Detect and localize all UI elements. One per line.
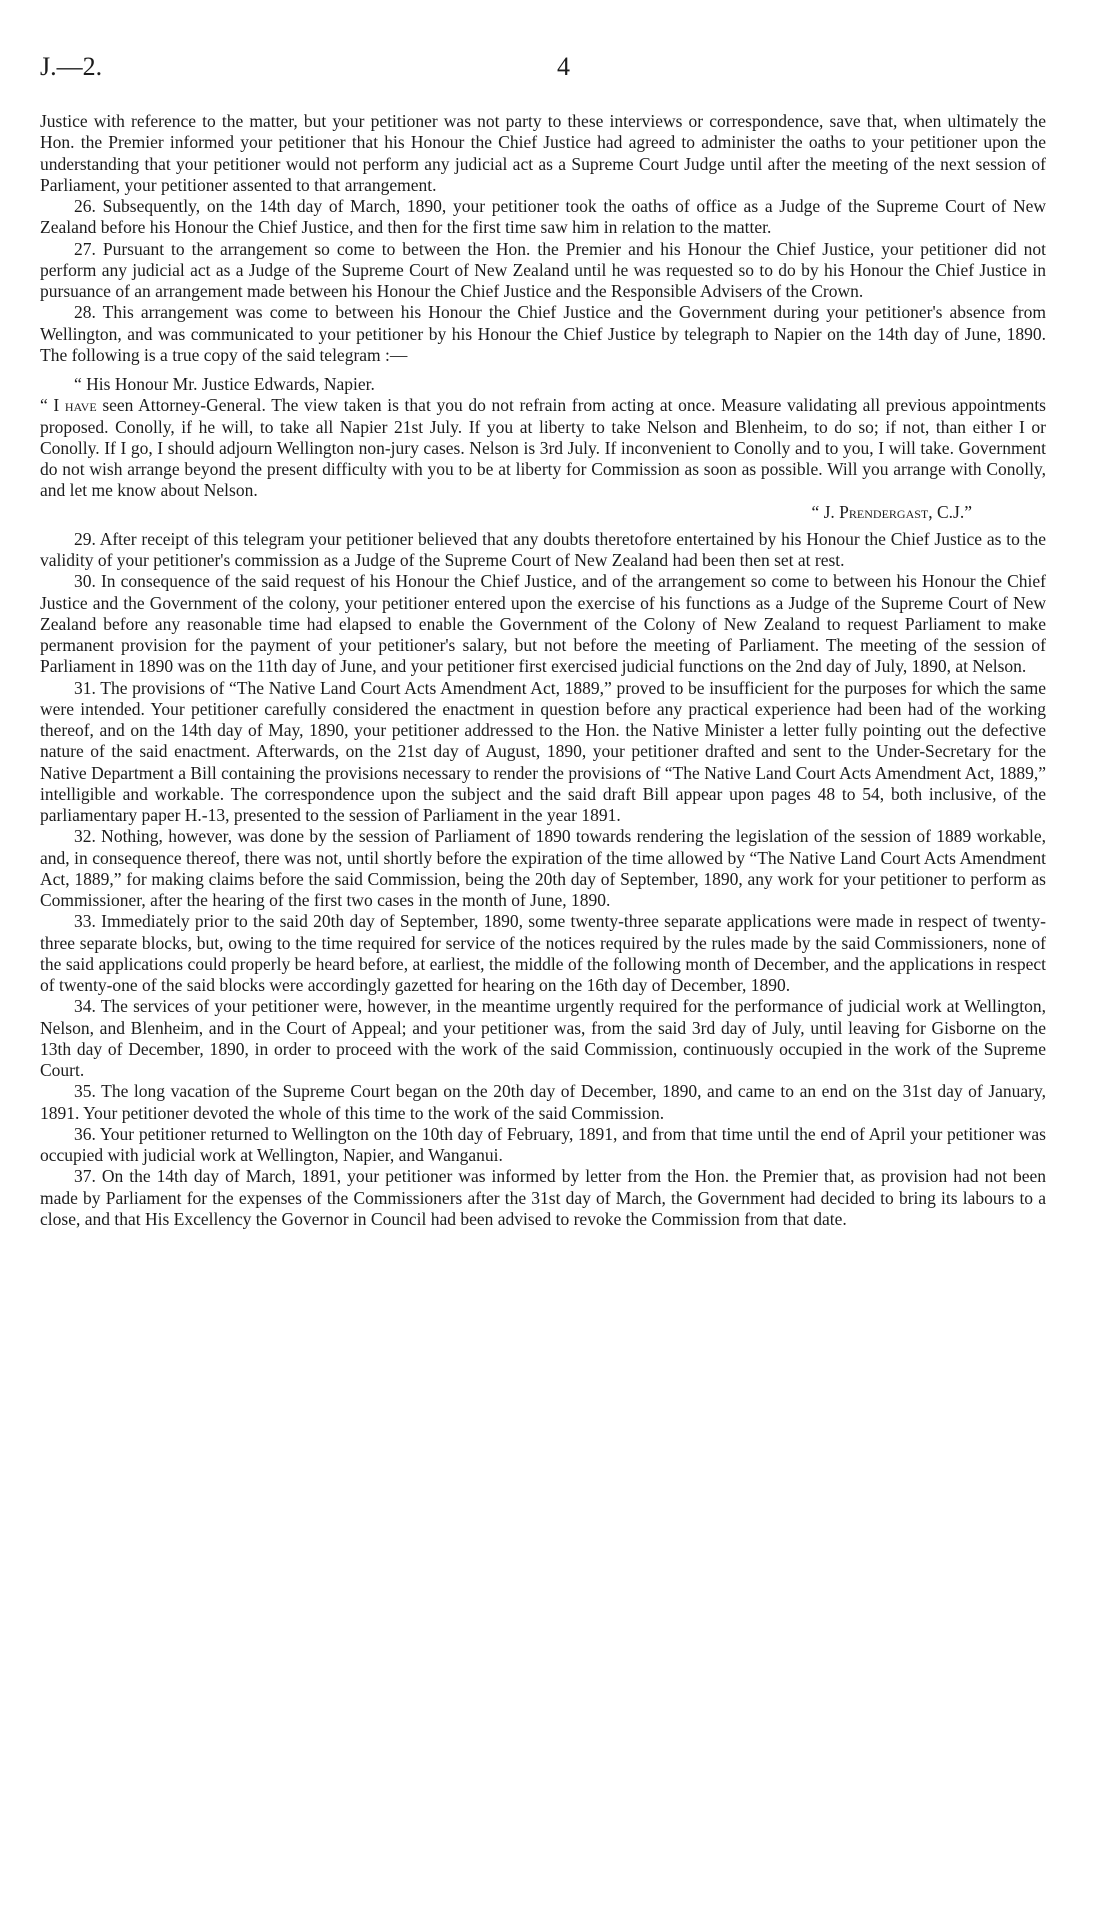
paragraph-31: 31. The provisions of “The Native Land Court Acts Amendment Act, 1889,” proved to be insufficient for the purposes for which the same were intended. Your petitioner carefully considered the enactment in question before any practical experience had been had of the working thereof, and on the 14th day of May, 1890, your petitioner addressed to the Hon. the Native Minister a letter fully pointing out the defective nature of the said enactment. Afterwards, on the 21st day of August, 1890, your petitioner drafted and sent to the Under-Secretary for the Native Department a Bill containing the provisions necessary to render the provisions of “The Native Land Court Acts Amendment Act, 1889,” intelligible and workable. The correspondence upon the subject and the said draft Bill appear upon pages 48 to 54, both inclusive, of the parliamentary paper H.-13, presented to the session of Parliament in the year 1891. (40, 677, 1046, 825)
telegram-quote (40, 374, 1046, 523)
telegram-address: “ His Honour Mr. Justice Edwards, Napier. (74, 374, 375, 394)
document-reference: J.—2. (40, 52, 103, 81)
paragraph-35: 35. The long vacation of the Supreme Court began on the 20th day of December, 1890, and came to an end on the 31st day of January, 1891. Your petitioner devoted the whole of this time to the work of the said Commission. (40, 1081, 1046, 1123)
document-body (40, 111, 1046, 1230)
telegram-body: seen Attorney-General. The view taken is that you do not refrain from acting at once. Measure validating all previous appointments proposed. Conolly, if he will, to take all Napier 21st July. If you at liberty to take Nelson and Blenheim, to do so; if not, than either I or Conolly. If I go, I should adjourn Wellington non-jury cases. Nelson is 3rd July. If inconvenient to Conolly and to you, I will take. Government do not wish arrange beyond the present difficulty with you to be at liberty for Commission as soon as possible. Will you arrange with Conolly, and let me know about Nelson. (40, 395, 1046, 501)
page-number: 4 (557, 52, 570, 81)
paragraph-32: 32. Nothing, however, was done by the session of Parliament of 1890 towards rendering the legislation of the session of 1889 workable, and, in consequence thereof, there was not, until shortly before the expiration of the time allowed by “The Native Land Court Acts Amendment Act, 1889,” for making claims before the said Commission, being the 20th day of September, 1890, any work for your petitioner to perform as Commissioner, after the hearing of the first two cases in the month of June, 1890. (40, 826, 1046, 910)
telegram-text (40, 395, 1046, 523)
paragraph-29: 29. After receipt of this telegram your petitioner believed that any doubts theretofore entertained by his Honour the Chief Justice as to the validity of your petitioner's commission as a Judge of the Supreme Court of New Zealand had been then set at rest. (40, 528, 1046, 570)
telegram-have: have (64, 395, 97, 416)
paragraph-26: 26. Subsequently, on the 14th day of March, 1890, your petitioner took the oaths of office as a Judge of the Supreme Court of New Zealand before his Honour the Chief Justice, and then for the first time saw him in relation to the matter. (40, 196, 1046, 238)
telegram-open-quote: “ I (40, 395, 65, 416)
paragraph-33: 33. Immediately prior to the said 20th day of September, 1890, some twenty-three separate applications were made in respect of twenty-three separate blocks, but, owing to the time required for service of the notices required by the rules made by the said Commissioners, none of the said applications could properly be heard before, at earliest, the middle of the following month of December, and the applications in respect of twenty-one of the said blocks were accordingly gazetted for hearing on the 16th day of December, 1890. (40, 911, 1046, 995)
paragraph-30: 30. In consequence of the said request of his Honour the Chief Justice, and of the arrangement so come to between his Honour the Chief Justice and the Government of the colony, your petitioner entered upon the exercise of his functions as a Judge of the Supreme Court of New Zealand before any reasonable time had elapsed to enable the Government of the Colony of New Zealand to request Parliament to make permanent provision for the payment of your petitioner's salary, but not before the meeting of Parliament. The meeting of the session of Parliament in 1890 was on the 11th day of June, and your petitioner first exercised judicial functions on the 2nd day of July, 1890, at Nelson. (40, 571, 1046, 677)
paragraph-25-continued: Justice with reference to the matter, but your petitioner was not party to these interviews or correspondence, save that, when ultimately the Hon. the Premier informed your petitioner that his Honour the Chief Justice had agreed to administer the oaths to your petitioner upon the understanding that your petitioner would not perform any judicial act as a Supreme Court Judge until after the meeting of the next session of Parliament, your petitioner assented to that arrangement. (40, 111, 1046, 195)
paragraph-34: 34. The services of your petitioner were, however, in the meantime urgently required for the performance of judicial work at Wellington, Nelson, and Blenheim, and in the Court of Appeal; and your petitioner was, from the said 3rd day of July, until leaving for Gisborne on the 13th day of December, 1890, in order to proceed with the work of the said Commission, continuously occupied in the work of the Supreme Court. (40, 996, 1046, 1080)
paragraph-36: 36. Your petitioner returned to Wellington on the 10th day of February, 1891, and from that time until the end of April your petitioner was occupied with judicial work at Wellington, Napier, and Wanganui. (40, 1123, 1046, 1165)
telegram-signature: “ J. Prendergast, C.J.” (811, 501, 972, 522)
paragraph-27: 27. Pursuant to the arrangement so come to between the Hon. the Premier and his Honour the Chief Justice, your petitioner did not perform any judicial act as a Judge of the Supreme Court of New Zealand until he was requested so to do by his Honour the Chief Justice in pursuance of an arrangement made between his Honour the Chief Justice and the Responsible Advisers of the Crown. (40, 238, 1046, 301)
paragraph-28: 28. This arrangement was come to between his Honour the Chief Justice and the Government during your petitioner's absence from Wellington, and was communicated to your petitioner by his Honour the Chief Justice by telegraph to Napier on the 14th day of June, 1890. The following is a true copy of the said telegram :— (40, 302, 1046, 365)
page-header (40, 52, 1054, 86)
paragraph-37: 37. On the 14th day of March, 1891, your petitioner was informed by letter from the Hon. the Premier that, as provision had not been made by Parliament for the expenses of the Commissioners after the 31st day of March, the Government had decided to bring its labours to a close, and that His Excellency the Governor in Council had been advised to revoke the Commission from that date. (40, 1166, 1046, 1229)
